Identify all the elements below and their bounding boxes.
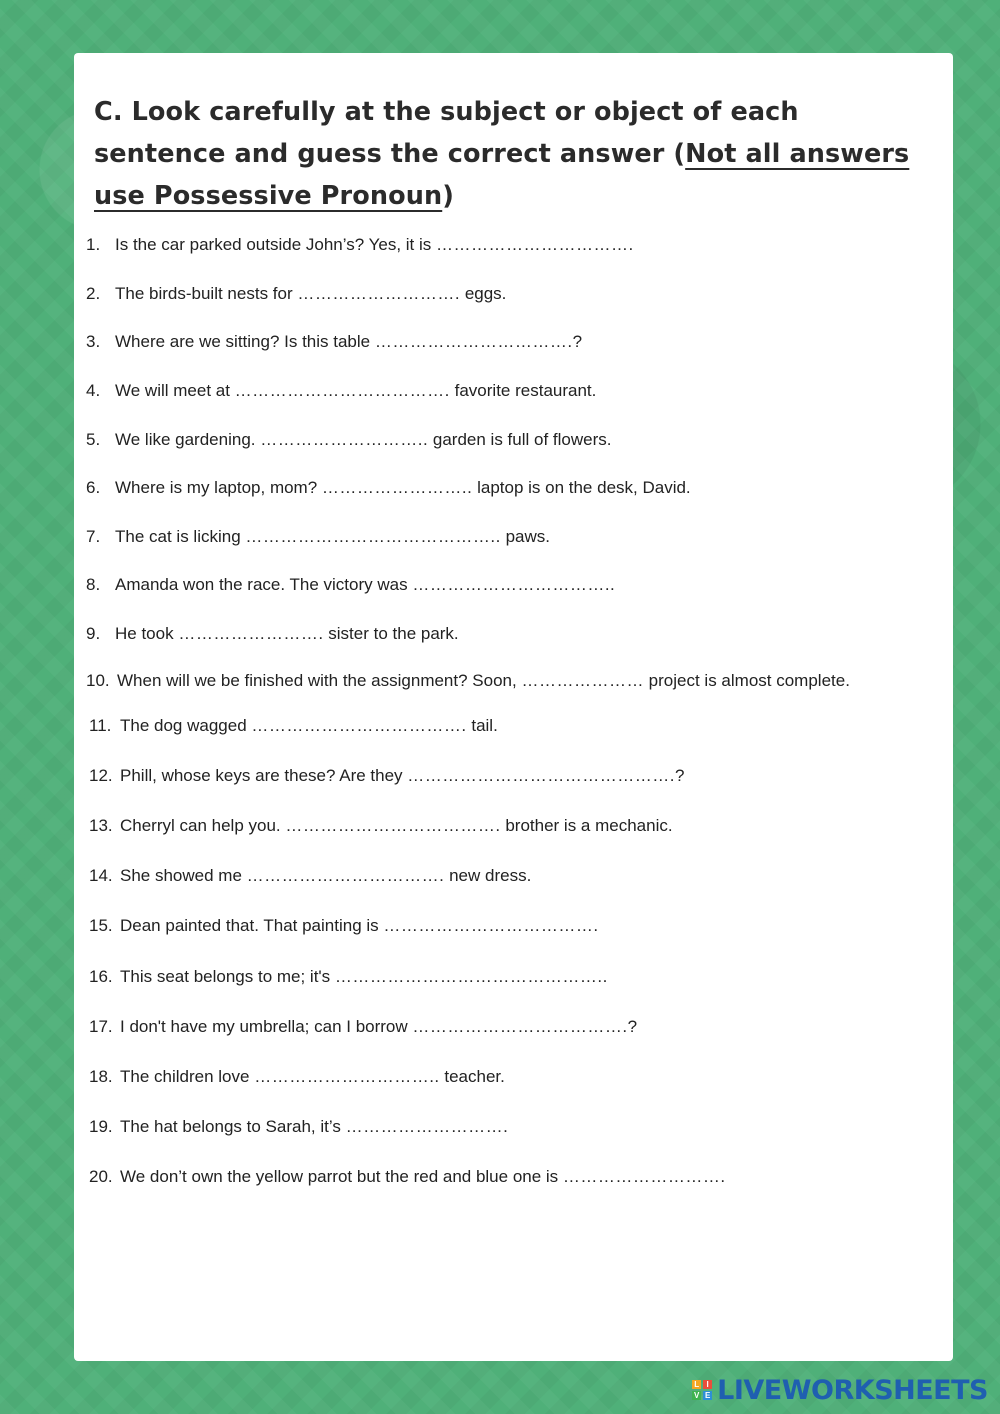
question-text-end: new dress. — [444, 866, 532, 885]
question-number: 8. — [86, 575, 101, 594]
answer-blank[interactable]: ……………………………. — [436, 235, 634, 254]
question-item — [89, 967, 608, 987]
answer-blank[interactable]: ……………………………. — [374, 332, 573, 351]
question-item — [89, 866, 531, 886]
question-item — [86, 624, 459, 644]
question-number: 15. — [89, 916, 113, 935]
question-number: 9. — [86, 624, 101, 643]
question-number: 16. — [89, 967, 113, 986]
question-text: We like gardening. — [115, 430, 261, 449]
question-text-end: favorite restaurant. — [449, 381, 597, 400]
question-number: 18. — [89, 1067, 113, 1086]
question-text-end: ? — [572, 332, 583, 351]
question-item — [89, 916, 599, 936]
logo-mark-letter: E — [704, 1391, 711, 1400]
heading-close-paren: ) — [442, 181, 454, 211]
question-number: 14. — [89, 866, 113, 885]
question-number: 10. — [86, 671, 110, 690]
question-item — [89, 716, 498, 736]
question-text: This seat belongs to me; it's — [120, 967, 335, 986]
answer-blank[interactable]: …………………….. — [321, 478, 473, 497]
question-text: We will meet at — [115, 381, 235, 400]
question-item — [89, 1067, 505, 1087]
question-number: 2. — [86, 284, 101, 303]
question-text: The hat belongs to Sarah, it’s — [120, 1117, 346, 1136]
question-text-end: brother is a mechanic. — [500, 816, 673, 835]
question-text-end: sister to the park. — [323, 624, 459, 643]
question-item — [89, 1017, 637, 1037]
question-number: 12. — [89, 766, 113, 785]
question-text-end: laptop is on the desk, David. — [472, 478, 691, 497]
question-item — [89, 1117, 508, 1137]
question-item — [86, 381, 596, 401]
question-item — [89, 766, 684, 786]
question-item — [86, 527, 550, 547]
question-text-end: teacher. — [439, 1067, 505, 1086]
question-text-end: ? — [675, 766, 685, 785]
answer-blank[interactable]: ………………………. — [562, 1167, 726, 1186]
answer-blank[interactable]: ………………………………. — [383, 916, 599, 935]
question-text: She showed me — [120, 866, 247, 885]
answer-blank[interactable]: …………………………….. — [412, 575, 616, 594]
answer-blank[interactable]: ……………………………. — [246, 866, 445, 885]
question-text-end: project is almost complete. — [643, 671, 850, 690]
question-text: The dog wagged — [120, 716, 252, 735]
question-number: 4. — [86, 381, 101, 400]
question-item — [86, 284, 506, 304]
answer-blank[interactable]: ……………………………………….. — [334, 967, 608, 986]
question-text: The birds-built nests for — [115, 284, 298, 303]
answer-blank[interactable]: …………………………………….. — [245, 527, 501, 546]
question-text: The children love — [120, 1067, 255, 1086]
answer-blank[interactable]: ………………………. — [297, 284, 461, 303]
question-number: 13. — [89, 816, 113, 835]
answer-blank[interactable]: ………………………………………. — [407, 766, 675, 785]
question-number: 11. — [89, 716, 112, 735]
question-text: Where is my laptop, mom? — [115, 478, 322, 497]
liveworksheets-logo[interactable] — [692, 1374, 988, 1406]
question-text: Dean painted that. That painting is — [120, 916, 384, 935]
logo-mark-letter: L — [692, 1380, 701, 1389]
question-item — [86, 235, 634, 255]
question-number: 5. — [86, 430, 101, 449]
question-text: Where are we sitting? Is this table — [115, 332, 375, 351]
question-item — [86, 430, 611, 450]
question-text: We don’t own the yellow parrot but the red and blue one is — [120, 1167, 563, 1186]
question-text-end: tail. — [466, 716, 498, 735]
question-text: Cherryl can help you. — [120, 816, 286, 835]
question-text: He took — [115, 624, 179, 643]
answer-blank[interactable]: ……………………….. — [260, 430, 429, 449]
question-number: 6. — [86, 478, 101, 497]
question-text: Phill, whose keys are these? Are they — [120, 766, 408, 785]
instructions-heading — [94, 91, 934, 217]
question-number: 3. — [86, 332, 101, 351]
question-item — [86, 575, 615, 595]
question-number: 17. — [89, 1017, 113, 1036]
answer-blank[interactable]: ……………………. — [178, 624, 324, 643]
liveworksheets-logo-icon — [692, 1380, 712, 1400]
question-item — [86, 671, 850, 691]
logo-mark-letter: I — [703, 1380, 712, 1389]
question-text: Amanda won the race. The victory was — [115, 575, 413, 594]
liveworksheets-logo-text: LIVEWORKSHEETS — [717, 1374, 988, 1406]
answer-blank[interactable]: ………………………………. — [412, 1017, 628, 1036]
question-number: 7. — [86, 527, 101, 546]
answer-blank[interactable]: ………………………….. — [254, 1067, 440, 1086]
question-text-end: eggs. — [460, 284, 507, 303]
answer-blank[interactable]: ………………… — [521, 671, 644, 690]
question-text: The cat is licking — [115, 527, 246, 546]
question-text-end: ? — [627, 1017, 638, 1036]
question-item — [89, 1167, 726, 1187]
heading-underlined-text: Not all answers use Possessive Pronoun — [94, 139, 910, 211]
question-text: When will we be finished with the assignment? Soon, — [117, 671, 522, 690]
question-item — [86, 478, 691, 498]
question-number: 19. — [89, 1117, 113, 1136]
question-item — [89, 816, 673, 836]
question-number: 1. — [86, 235, 101, 254]
question-text-end: paws. — [500, 527, 550, 546]
question-item — [86, 332, 582, 352]
question-text: Is the car parked outside John’s? Yes, it is — [115, 235, 436, 254]
heading-text: C. Look carefully at the subject or object of each sentence and guess the correct answer ( — [94, 97, 799, 169]
question-number: 20. — [89, 1167, 113, 1186]
answer-blank[interactable]: ………………………. — [345, 1117, 509, 1136]
answer-blank[interactable]: ………………………………. — [234, 381, 450, 400]
worksheet-page — [74, 53, 953, 1361]
question-text-end: garden is full of flowers. — [428, 430, 612, 449]
question-text: I don't have my umbrella; can I borrow — [120, 1017, 413, 1036]
logo-mark-letter: V — [693, 1391, 700, 1400]
answer-blank[interactable]: ………………………………. — [285, 816, 501, 835]
answer-blank[interactable]: ………………………………. — [251, 716, 467, 735]
